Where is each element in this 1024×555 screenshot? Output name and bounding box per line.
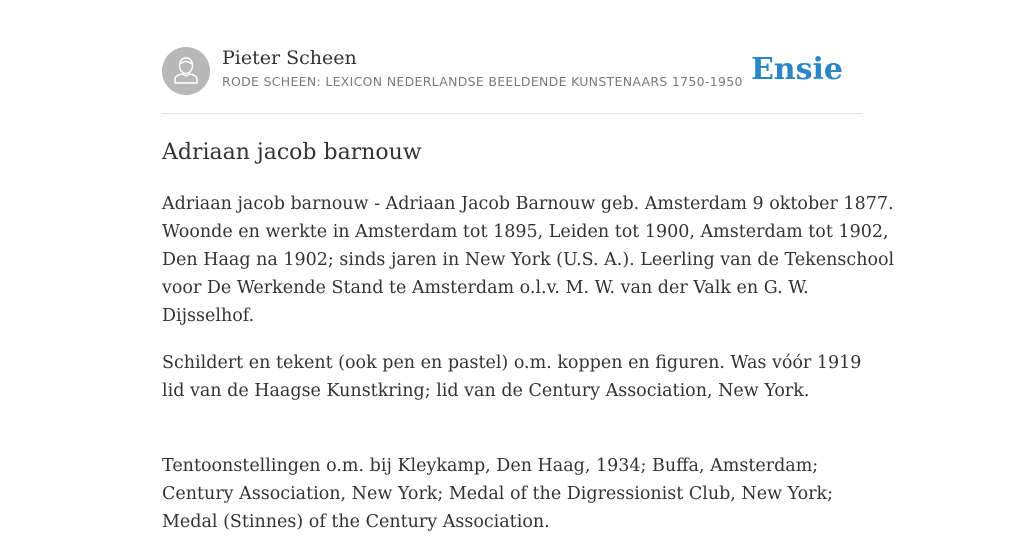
text-line: lid van de Haagse Kunstkring; lid van de Century Association, New York. [162,381,810,401]
paragraph-1 [162,190,895,330]
article-header [162,46,862,96]
paragraph-3 [162,452,874,536]
ensie-logo[interactable]: Ensie [750,52,843,87]
article-body [162,190,895,555]
text-line: Woonde en werkte in Amsterdam tot 1895, Leiden tot 1900, Amsterdam tot 1902, [162,222,889,242]
article-title: Adriaan jacob barnouw [162,140,422,165]
source-title[interactable]: RODE SCHEEN: LEXICON NEDERLANDSE BEELDENDE KUNSTENAARS 1750-1950 [222,74,743,89]
text-line: Schildert en tekent (ook pen en pastel) o.m. koppen en figuren. Was vóór 1919 [162,353,862,373]
text-line: Tentoonstellingen o.m. bij Kleykamp, Den Haag, 1934; Buffa, Amsterdam; [162,456,819,476]
text-line: Medal (Stinnes) of the Century Association. [162,512,550,532]
paragraph-spacer [162,424,874,452]
text-line: Den Haag na 1902; sinds jaren in New York (U.S. A.). Leerling van de Tekenschool [162,250,895,270]
text-line: Century Association, New York; Medal of the Digressionist Club, New York; [162,484,834,504]
author-name[interactable]: Pieter Scheen [222,47,357,69]
text-line: voor De Werkende Stand te Amsterdam o.l.v. M. W. van der Valk en G. W. [162,278,809,298]
header-divider [162,113,862,114]
paragraph-2 [162,349,874,405]
user-avatar-icon[interactable] [162,47,210,95]
text-line: Adriaan jacob barnouw - Adriaan Jacob Barnouw geb. Amsterdam 9 oktober 1877. [162,194,894,214]
text-line: Dijsselhof. [162,306,255,326]
